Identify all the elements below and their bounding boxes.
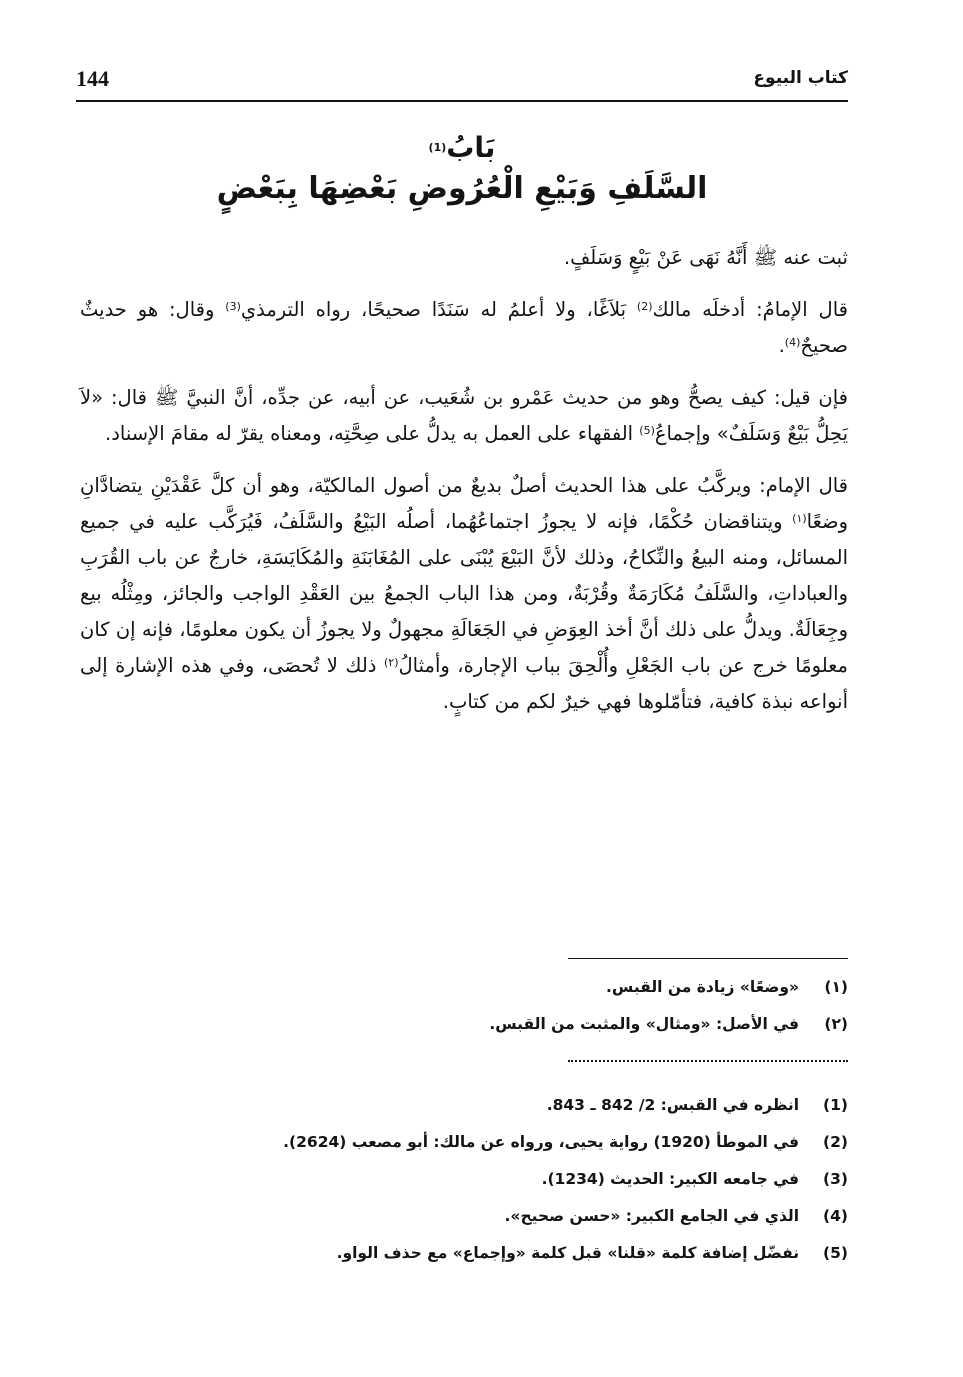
chapter-heading-text: بَابُ [446, 131, 496, 164]
footnote-separator-dots [568, 1060, 848, 1072]
footnote-number: (1) [823, 1096, 848, 1114]
footnote-item [80, 1011, 848, 1048]
paragraph-4 [80, 468, 848, 720]
footnote-number: (٢) [824, 1015, 848, 1033]
footnote-marker: (1) [428, 141, 447, 154]
source-footnotes [80, 1092, 848, 1277]
footnote-marker: (3) [225, 300, 241, 313]
footnote-item [80, 1092, 848, 1129]
footnote-item [80, 974, 848, 1011]
footnote-text: الذي في الجامع الكبير: «حسن صحيح». [504, 1207, 800, 1225]
footnote-text: «وضعًا» زيادة من القبس. [606, 978, 800, 996]
footnote-text: في الأصل: «ومثال» والمثبت من القبس. [489, 1015, 800, 1033]
footnote-number: (3) [823, 1170, 848, 1188]
text-span: قال الإمامُ: أدخلَه مالك [652, 298, 848, 321]
footnote-item [80, 1203, 848, 1240]
text-span: بَلاَغًا، ولا أعلمُ له سَنَدًا صحيحًا، رواه الترمذي [240, 298, 637, 321]
editor-footnotes [80, 974, 848, 1048]
footnote-number: (2) [823, 1133, 848, 1151]
footnote-text: في جامعه الكبير: الحديث (1234). [541, 1170, 800, 1188]
footnote-marker: (١) [792, 512, 807, 525]
footnote-text: نفضّل إضافة كلمة «قلنا» قبل كلمة «وإجماع» مع حذف الواو. [336, 1244, 800, 1262]
footnote-item [80, 1166, 848, 1203]
footnote-number: (4) [823, 1207, 848, 1225]
footnote-number: (5) [823, 1244, 848, 1262]
chapter-heading [76, 128, 848, 168]
footnote-marker: (٢) [383, 656, 399, 669]
chapter-title: السَّلَفِ وَبَيْعِ الْعُرُوضِ بَعْضِهَا بِبَعْضٍ [216, 171, 708, 206]
paragraph-3 [80, 380, 848, 452]
text-span: ويتناقضان حُكْمًا، فإنه لا يجوزُ اجتماعُهُما، أصلُه البَيْعُ والسَّلَفُ، فَيُرَكَّب عليه في جميع المسائل، ومنه البيعُ والنِّكاحُ، وذلك لأنَّ البَيْعَ يُبْنَى على المُغَابَنَةِ والمُكَايَسَةِ، خارجٌ عن باب القُرَبِ والعباداتِ، والسَّلَفُ مُكَارَمَةٌ وقُرْبَةٌ، ومن هذا الباب الجمعُ بين العَقْدِ الواجب والجائز، ومِثْلُه بيع وجِعَالَةٌ. ويدلُّ على ذلك أنَّ أخذ العِوَضِ في الجَعَالَةِ مجهولٌ ولا يجوزُ أن يكون معلومًا، فإنه إن كان معلومًا خرج عن باب الجَعْلِ وأُلْحِقَ بباب الإجارة، وأمثالُ [80, 510, 848, 677]
text-span: فإن قيل: كيف يصحُّ وهو من حديث عَمْرو بن شُعَيب، عن أبيه، عن جدِّه، أنَّ النبيَّ ﷺ قال: «لاَ يَحِلُّ بَيْعٌ وَسَلَفٌ» وإجماعُ [80, 386, 848, 445]
paragraph-2 [80, 292, 848, 364]
page-number: 144 [76, 66, 109, 91]
footnote-marker: (5) [639, 424, 655, 437]
footnote-divider [568, 958, 848, 959]
running-title: كتاب البيوع [753, 68, 848, 88]
text-span: ذلك لا تُحصَى، وفي هذه الإشارة إلى أنواعه نبذة كافية، فتأمّلوها فهي خيرٌ لكم من كتابٍ. [80, 654, 848, 713]
page-header [76, 66, 848, 100]
footnote-number: (١) [824, 978, 848, 996]
footnote-item [80, 1129, 848, 1166]
text-span: وقال: هو حديثٌ صحيحٌ [80, 298, 848, 357]
footnote-marker: (2) [636, 300, 653, 313]
footnote-text: في الموطأ (1920) رواية يحيى، ورواه عن مالك: أبو مصعب (2624). [283, 1133, 800, 1151]
main-text [80, 240, 848, 720]
text-span: قال الإمام: ويركَّبُ على هذا الحديث أصلٌ بديعٌ من أصول المالكيّة، وهو أن كلَّ عَقْدَيْنِ يتضادَّانِ وضعًا [80, 474, 848, 533]
footnote-marker: (4) [784, 336, 801, 349]
footnote-item [80, 1240, 848, 1277]
text-span: . [778, 334, 785, 357]
paragraph-1: ثبت عنه ﷺ أَنَّهُ نَهَى عَنْ بَيْعٍ وَسَلَفٍ. [563, 246, 848, 269]
footnote-text: انظره في القبس: 2/ 842 ـ 843. [546, 1096, 800, 1114]
header-divider [76, 100, 848, 102]
text-span: الفقهاء على العمل به يدلُّ على صِحَّتِه، ومعناه يقرّ له مقامَ الإسناد. [105, 422, 640, 445]
